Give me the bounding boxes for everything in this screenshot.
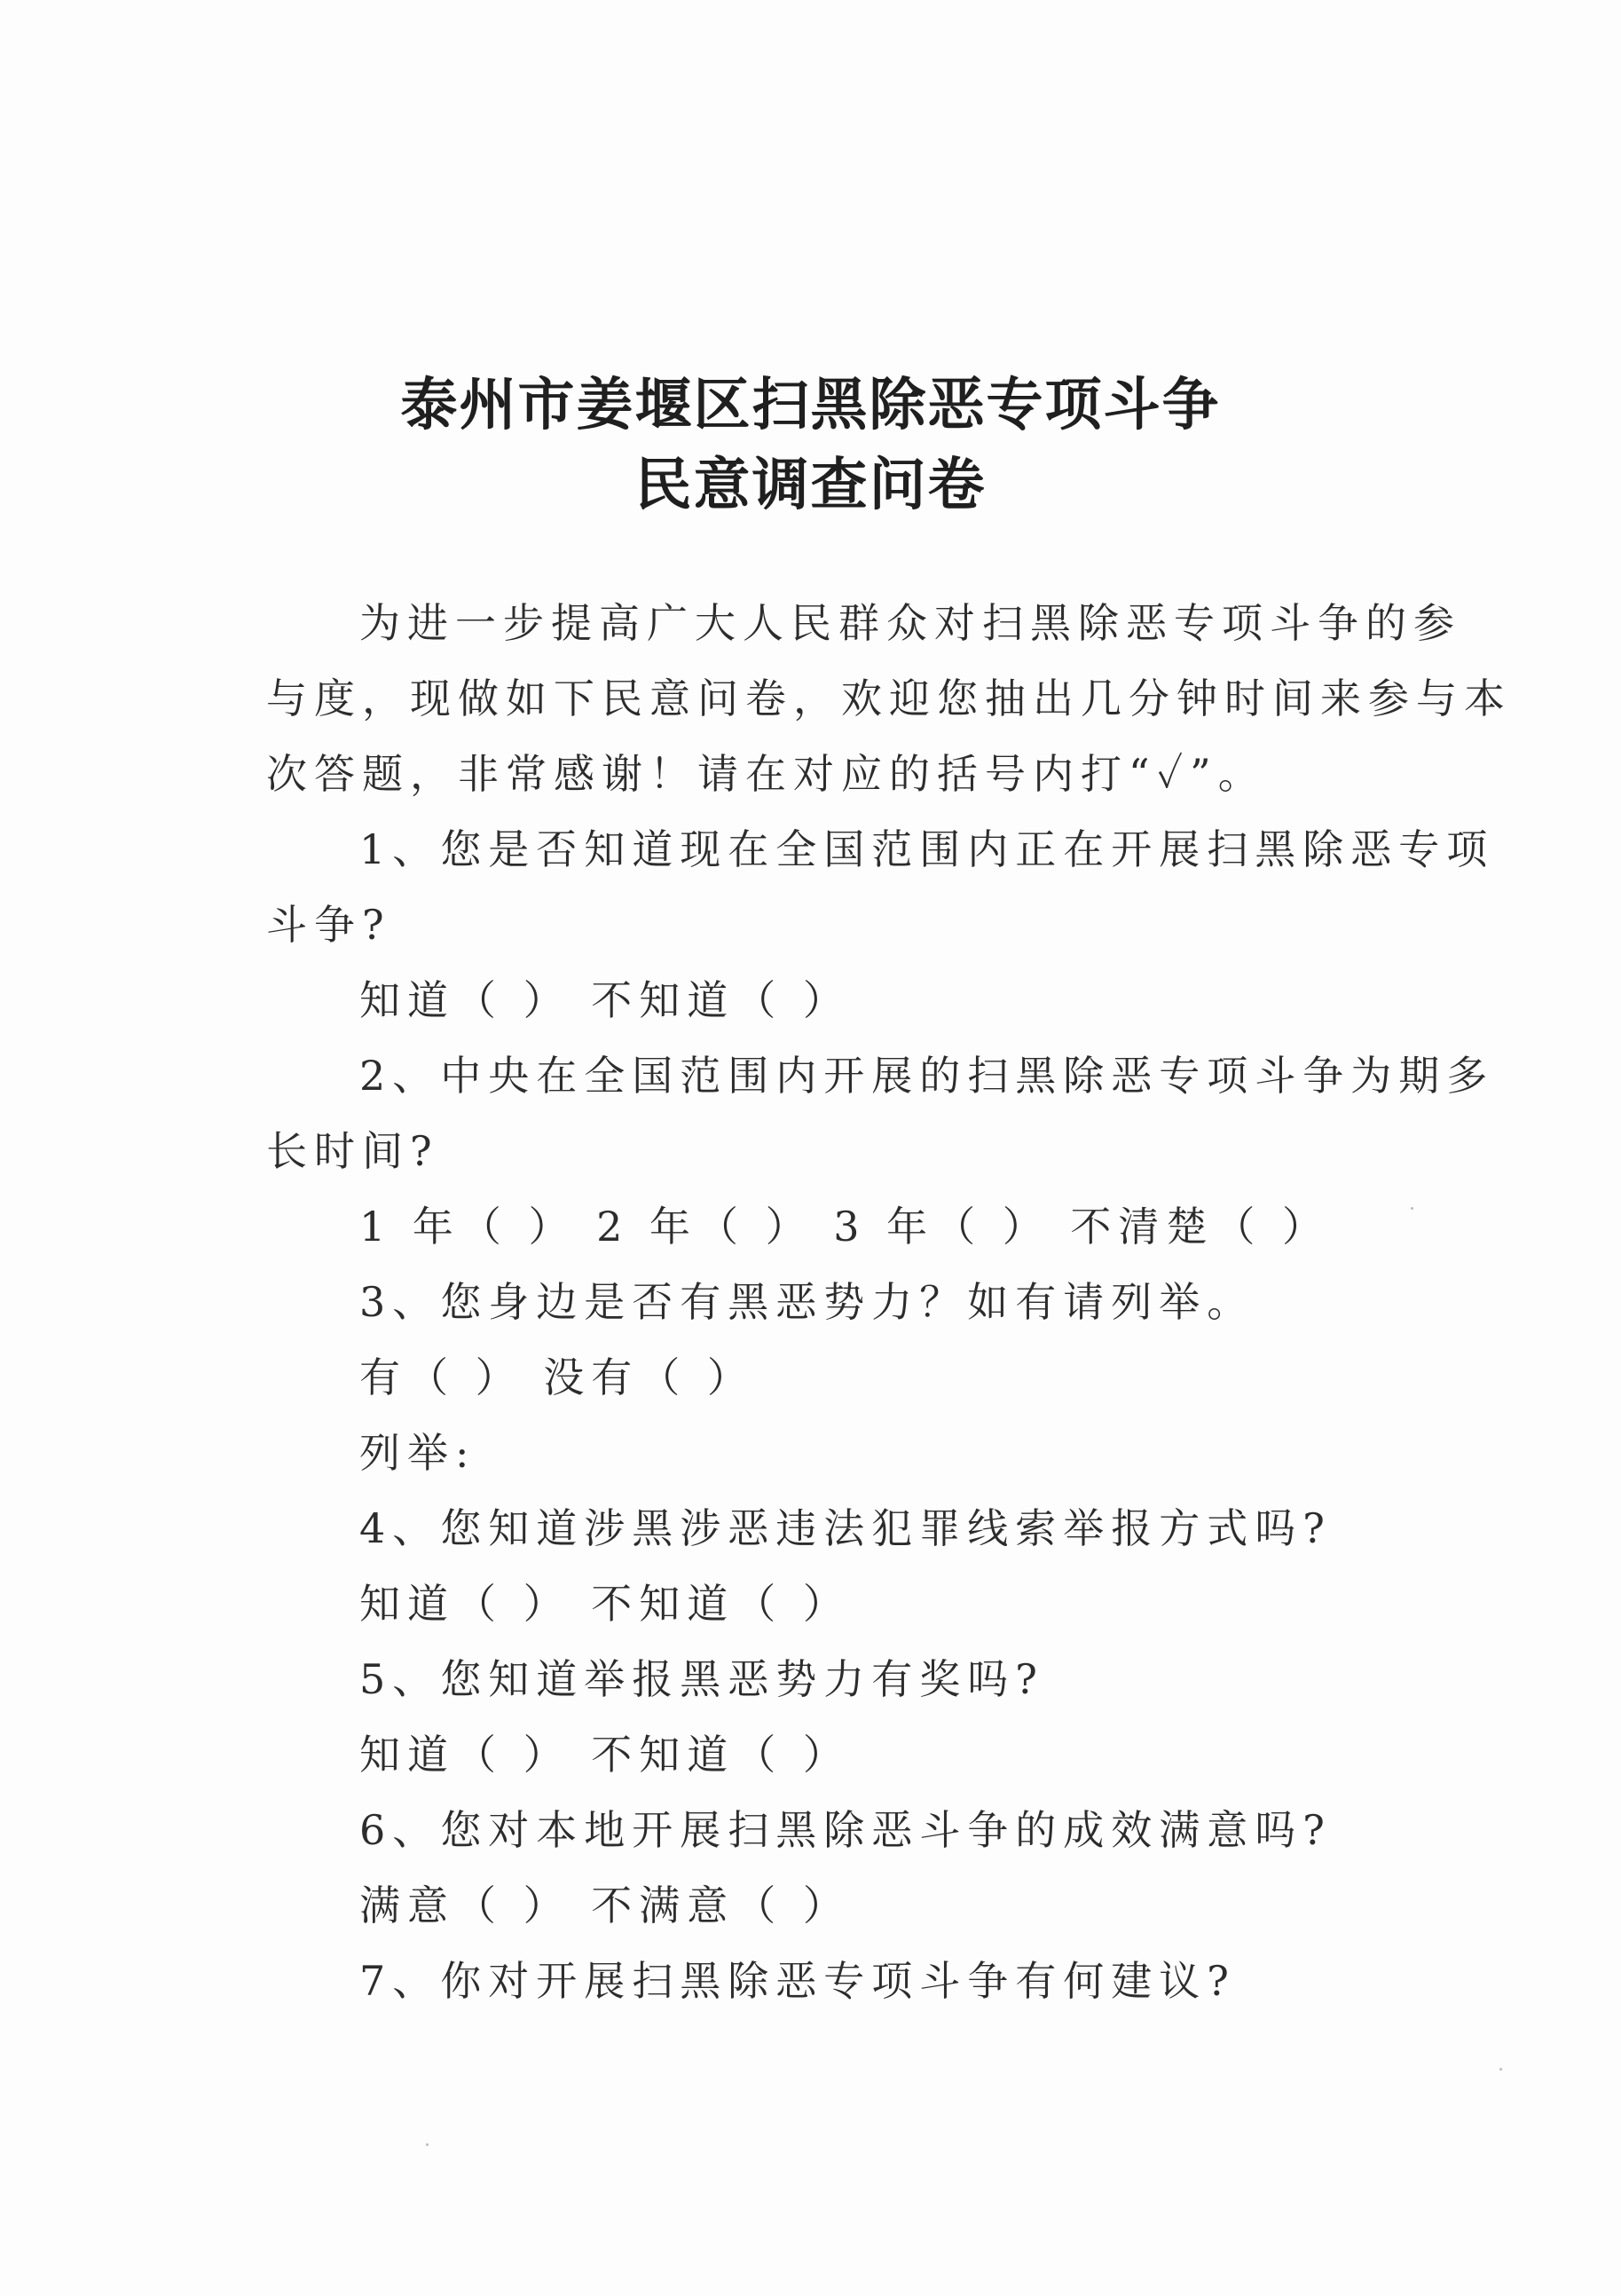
scan-speck <box>1499 2068 1502 2071</box>
question-3-line-1: 3、您身边是否有黑恶势力？如有请列举。 <box>359 1278 1255 1326</box>
question-1-line-1: 1、您是否知道现在全国范围内正在开展扫黑除恶专项 <box>359 825 1495 873</box>
question-1-options: 知道（ ） 不知道（ ） <box>359 976 851 1024</box>
document-title-line-1: 泰州市姜堰区扫黑除恶专项斗争 <box>400 372 1221 438</box>
intro-line-2: 与度，现做如下民意问卷，欢迎您抽出几分钟时间来参与本 <box>266 675 1512 722</box>
question-4-line-1: 4、您知道涉黑涉恶违法犯罪线索举报方式吗? <box>359 1504 1332 1552</box>
question-2-line-1: 2、中央在全国范围内开展的扫黑除恶专项斗争为期多 <box>359 1052 1495 1100</box>
document-title-line-2: 民意调查问卷 <box>634 452 987 518</box>
question-3-list-label: 列举: <box>359 1429 476 1477</box>
question-7-line-1: 7、你对开展扫黑除恶专项斗争有何建议? <box>359 1957 1236 2005</box>
question-3-options: 有（ ） 没有（ ） <box>359 1353 755 1401</box>
question-2-line-2: 长时间? <box>266 1127 439 1175</box>
intro-line-3: 次答题，非常感谢！请在对应的括号内打“✓”。 <box>266 750 1266 798</box>
scan-speck <box>426 2143 429 2146</box>
question-5-options: 知道（ ） 不知道（ ） <box>359 1731 851 1779</box>
question-2-options: 1 年（ ） 2 年（ ） 3 年（ ） 不清楚（ ） <box>359 1203 1331 1251</box>
question-1-line-2: 斗争? <box>266 901 391 949</box>
question-4-options: 知道（ ） 不知道（ ） <box>359 1580 851 1628</box>
question-6-line-1: 6、您对本地开展扫黑除恶斗争的成效满意吗? <box>359 1806 1332 1854</box>
question-6-options: 满意（ ） 不满意（ ） <box>359 1882 851 1929</box>
question-5-line-1: 5、您知道举报黑恶势力有奖吗? <box>359 1655 1044 1703</box>
intro-line-1: 为进一步提高广大人民群众对扫黑除恶专项斗争的参 <box>359 599 1461 647</box>
scan-speck <box>1411 1207 1413 1210</box>
